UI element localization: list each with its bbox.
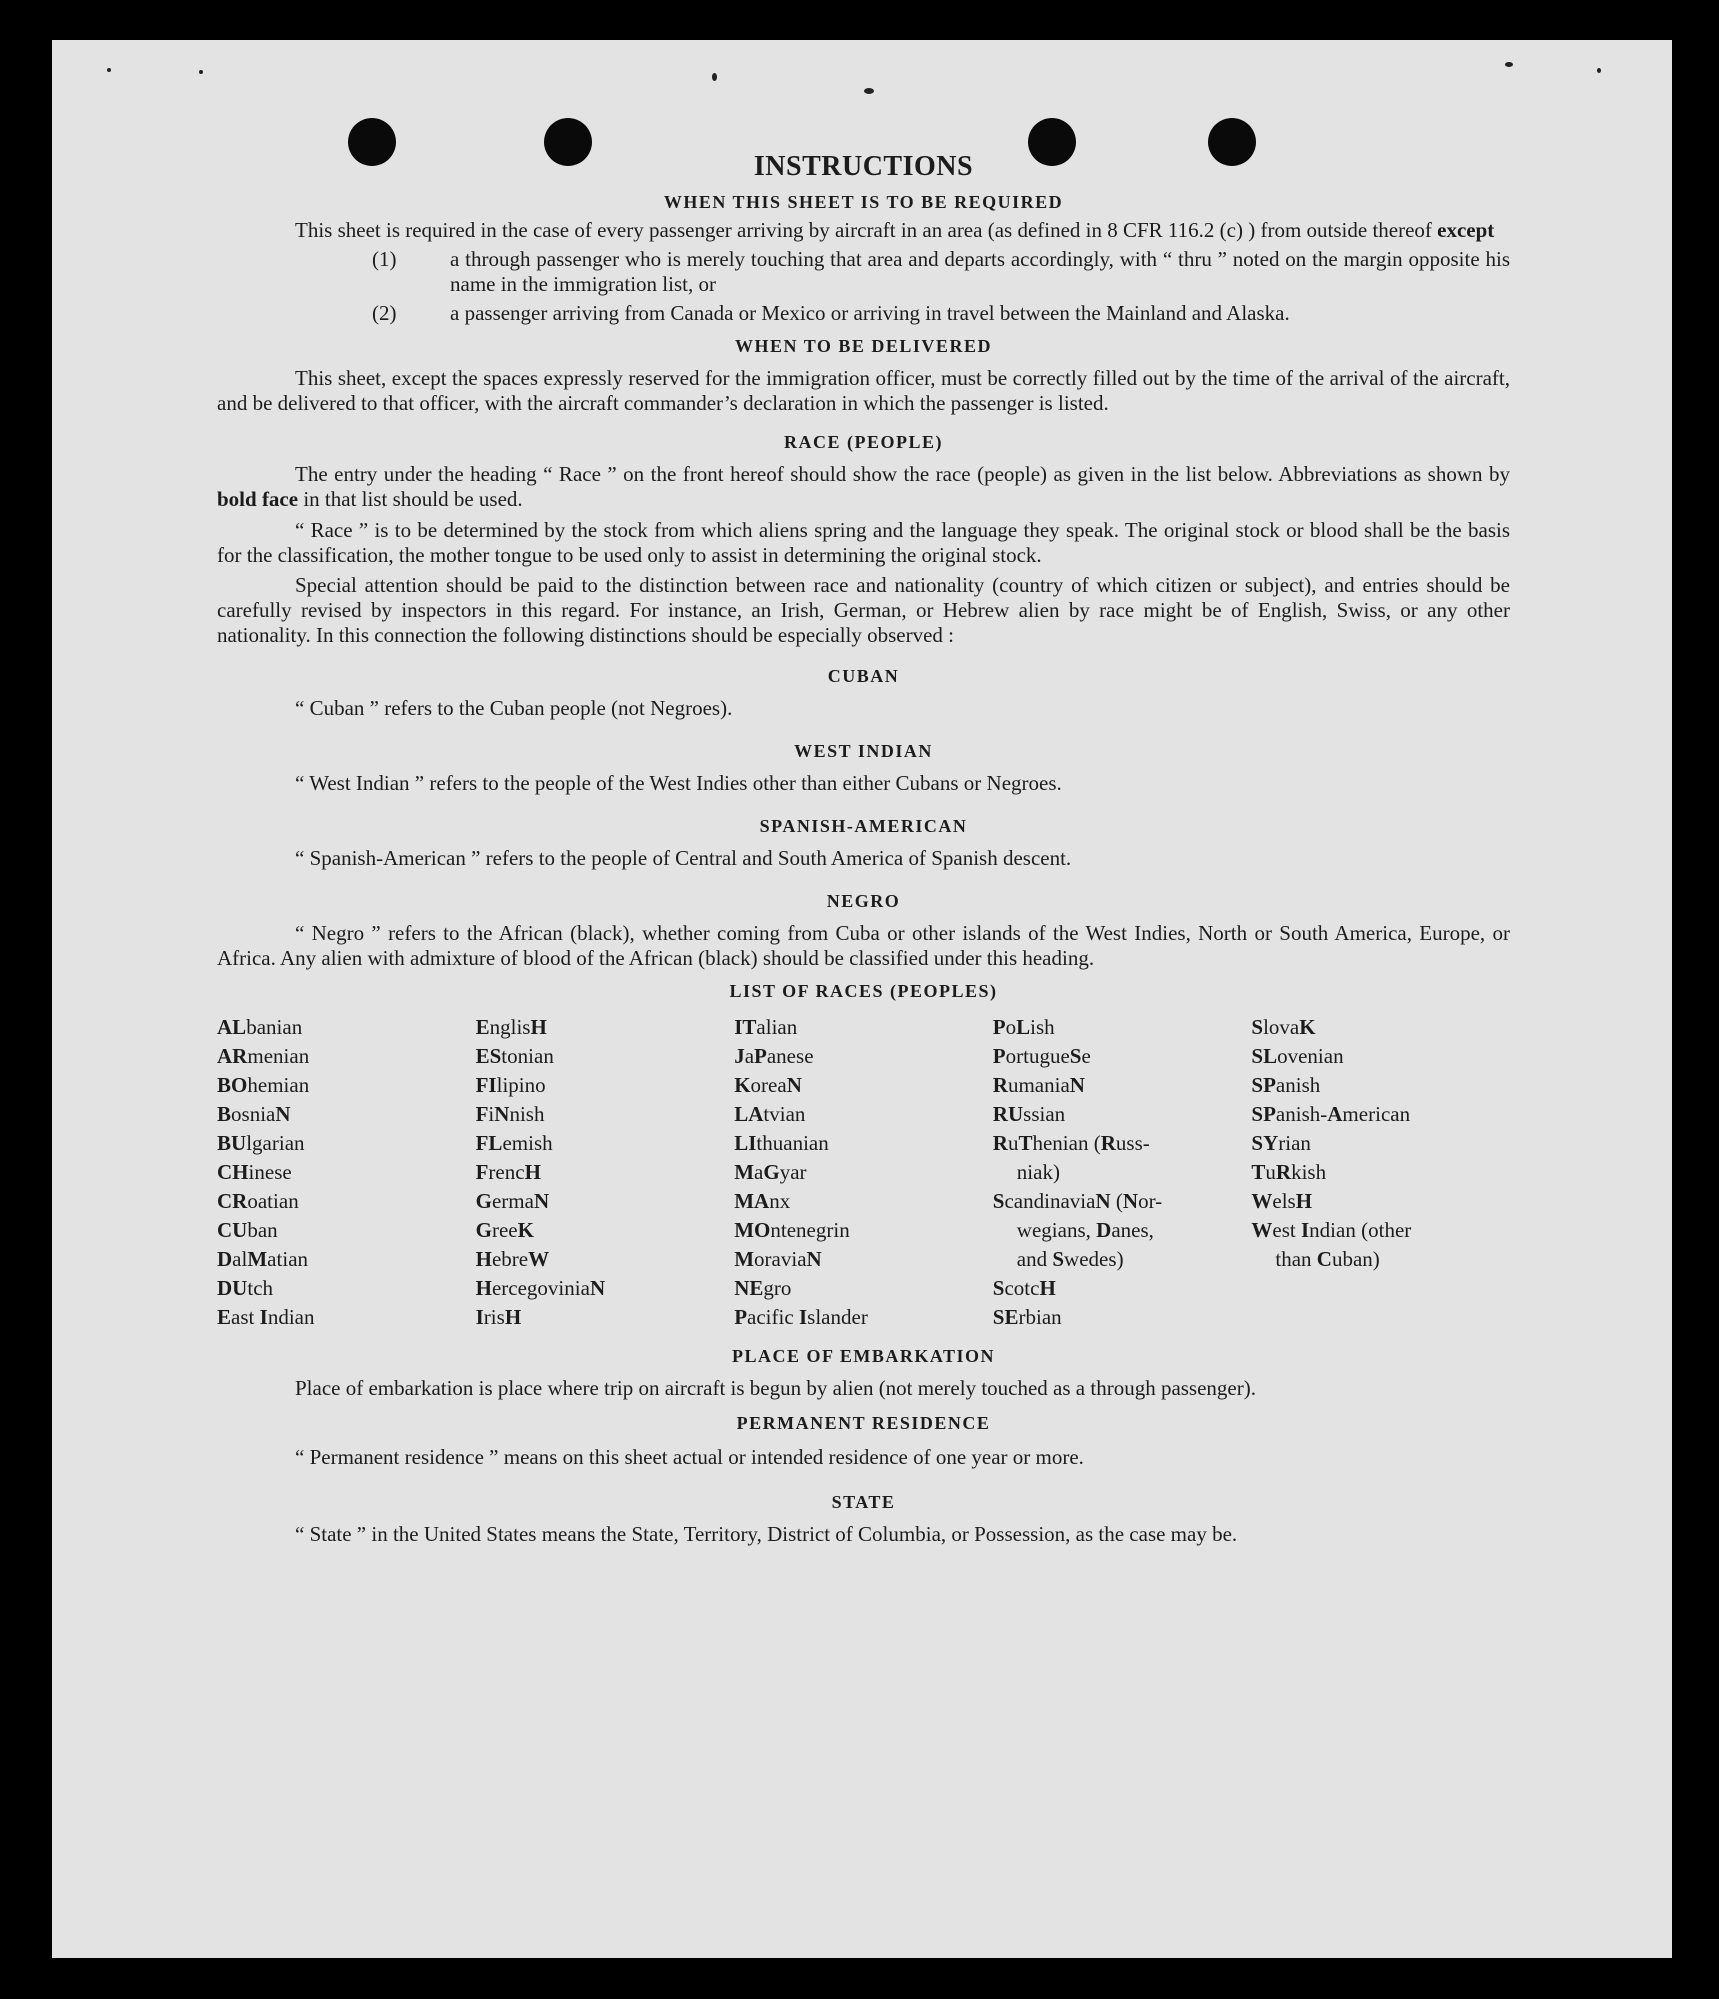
race-entry: FLemish bbox=[475, 1131, 553, 1155]
race-entry: West Indian (other bbox=[1251, 1218, 1412, 1242]
section-heading-state: STATE bbox=[831, 1492, 896, 1512]
races-column bbox=[734, 1013, 993, 1332]
race-entry: DalMatian bbox=[217, 1247, 309, 1271]
race-entry: BosniaN bbox=[217, 1102, 291, 1126]
exception-item: (2) a passenger arriving from Canada or Mexico or arriving in travel between the Mainland and Alaska. bbox=[372, 301, 1290, 325]
race-entry: SPanish bbox=[1251, 1073, 1321, 1097]
races-column bbox=[217, 1013, 476, 1332]
race-entry: and Swedes) bbox=[1016, 1247, 1124, 1271]
race-entry: EStonian bbox=[475, 1044, 554, 1068]
race-entry: RumaniaN bbox=[992, 1073, 1085, 1097]
speck bbox=[1505, 62, 1513, 67]
residence-text: “ Permanent residence ” means on this sheet actual or intended residence of one year or more. bbox=[295, 1445, 1084, 1469]
race-entry: BUlgarian bbox=[217, 1131, 305, 1155]
section-heading-when-required: WHEN THIS SHEET IS TO BE REQUIRED bbox=[663, 192, 1064, 212]
cuban-text: “ Cuban ” refers to the Cuban people (not Negroes). bbox=[295, 696, 733, 720]
when-required-intro: This sheet is required in the case of every passenger arriving by aircraft in an area (as defined in 8 CFR 116.2 (c) ) from outside thereof except bbox=[295, 218, 1495, 242]
page-title: INSTRUCTIONS bbox=[753, 151, 974, 182]
section-heading-west-indian: WEST INDIAN bbox=[794, 741, 933, 761]
race-entry: RUssian bbox=[992, 1102, 1066, 1126]
exception-item: (1) a through passenger who is merely touching that area and departs accordingly, with “ thru ” noted on the margin opposite his name in the immigration list, or bbox=[372, 247, 1510, 296]
instructions-content bbox=[217, 150, 1510, 1547]
races-column bbox=[1251, 1013, 1510, 1332]
race-entry: ITalian bbox=[734, 1015, 798, 1039]
section-heading-embarkation: PLACE OF EMBARKATION bbox=[731, 1346, 995, 1366]
west-indian-text: “ West Indian ” refers to the people of the West Indies other than either Cubans or Negroes. bbox=[295, 771, 1062, 795]
race-entry: GreeK bbox=[475, 1218, 534, 1242]
race-entry: RuThenian (Russ- bbox=[992, 1131, 1150, 1155]
race-entry: SlovaK bbox=[1251, 1015, 1316, 1039]
races-column bbox=[476, 1013, 735, 1332]
spanish-american-text: “ Spanish-American ” refers to the people of Central and South America of Spanish descent. bbox=[295, 846, 1072, 870]
race-entry: East Indian bbox=[217, 1305, 315, 1329]
race-entry: SYrian bbox=[1251, 1131, 1311, 1155]
speck bbox=[199, 70, 203, 74]
race-entry: PoLish bbox=[992, 1015, 1055, 1039]
section-heading-cuban: CUBAN bbox=[827, 666, 900, 686]
race-entry: MoraviaN bbox=[734, 1247, 822, 1271]
race-entry: Pacific Islander bbox=[734, 1305, 868, 1329]
state-text: “ State ” in the United States means the State, Territory, District of Columbia, or Possession, as the case may be. bbox=[295, 1522, 1238, 1546]
race-entry: GermaN bbox=[475, 1189, 550, 1213]
section-heading-list-of-races: LIST OF RACES (PEOPLES) bbox=[729, 981, 998, 1001]
race-entry: LIthuanian bbox=[734, 1131, 829, 1155]
race-entry: PortugueSe bbox=[992, 1044, 1091, 1068]
when-delivered-text: This sheet, except the spaces expressly reserved for the immigration officer, must be correctly filled out by the time of the arrival of the aircraft, and be delivered to that officer, with the aircraft commander’s declaration in which the passenger is listed. bbox=[217, 366, 1510, 415]
race-entry: niak) bbox=[1016, 1160, 1060, 1184]
race-entry: BOhemian bbox=[217, 1073, 310, 1097]
negro-text: “ Negro ” refers to the African (black), whether coming from Cuba or other islands of the West Indies, North or South America, Europe, or Africa. Any alien with admixture of blood of the African (black) should be classified under this heading. bbox=[217, 921, 1510, 970]
race-entry: DUtch bbox=[217, 1276, 274, 1300]
speck bbox=[864, 88, 874, 94]
race-entry: ARmenian bbox=[217, 1044, 310, 1068]
section-heading-negro: NEGRO bbox=[826, 891, 901, 911]
race-entry: than Cuban) bbox=[1275, 1247, 1380, 1271]
race-entry: IrisH bbox=[475, 1305, 522, 1329]
race-entry: wegians, Danes, bbox=[1016, 1218, 1154, 1242]
section-heading-race: RACE (PEOPLE) bbox=[784, 432, 943, 452]
race-entry: CRoatian bbox=[217, 1189, 299, 1213]
races-column bbox=[993, 1013, 1252, 1332]
race-entry: JaPanese bbox=[734, 1044, 814, 1068]
race-entry: KoreaN bbox=[734, 1073, 802, 1097]
race-entry: LAtvian bbox=[734, 1102, 806, 1126]
section-heading-residence: PERMANENT RESIDENCE bbox=[736, 1413, 991, 1433]
speck bbox=[712, 73, 717, 81]
race-entry: CHinese bbox=[217, 1160, 292, 1184]
race-entry: CUban bbox=[217, 1218, 278, 1242]
speck bbox=[1597, 68, 1601, 73]
race-entry: ScotcH bbox=[992, 1276, 1056, 1300]
race-entry: ALbanian bbox=[217, 1015, 303, 1039]
race-entry: NEgro bbox=[734, 1276, 792, 1300]
race-entry: HercegoviniaN bbox=[475, 1276, 606, 1300]
speck bbox=[107, 68, 111, 72]
section-heading-spanish-american: SPANISH-AMERICAN bbox=[759, 816, 968, 836]
races-list bbox=[217, 1013, 1510, 1332]
embarkation-text: Place of embarkation is place where trip on aircraft is begun by alien (not merely touched as a through passenger). bbox=[295, 1376, 1256, 1400]
race-entry: MAnx bbox=[734, 1189, 791, 1213]
race-paragraph-1: The entry under the heading “ Race ” on the front hereof should show the race (people) as given in the list below. Abbreviations as shown by bold face in that list should be used. bbox=[217, 462, 1510, 511]
race-entry: FrencH bbox=[475, 1160, 541, 1184]
race-entry: SPanish-American bbox=[1251, 1102, 1411, 1126]
race-entry: WelsH bbox=[1251, 1189, 1313, 1213]
race-entry: MOntenegrin bbox=[734, 1218, 850, 1242]
race-entry: SLovenian bbox=[1251, 1044, 1344, 1068]
race-entry: EnglisH bbox=[475, 1015, 547, 1039]
race-entry: TuRkish bbox=[1251, 1160, 1327, 1184]
race-entry: FiNnish bbox=[475, 1102, 545, 1126]
race-entry: MaGyar bbox=[734, 1160, 807, 1184]
race-entry: ScandinaviaN (Nor- bbox=[992, 1189, 1163, 1213]
section-heading-when-delivered: WHEN TO BE DELIVERED bbox=[735, 336, 992, 356]
race-entry: HebreW bbox=[475, 1247, 550, 1271]
race-paragraph-3: Special attention should be paid to the distinction between race and nationality (country of which citizen or subject), and entries should be carefully revised by inspectors in this regard. For instance, an Irish, German, or Hebrew alien by race might be of English, Swiss, or any other nationality. In this connection the following distinctions should be especially observed : bbox=[217, 573, 1510, 647]
race-paragraph-2: “ Race ” is to be determined by the stock from which aliens spring and the language they speak. The original stock or blood shall be the basis for the classification, the mother tongue to be used only to assist in determining the original stock. bbox=[217, 518, 1510, 567]
race-entry: SErbian bbox=[992, 1305, 1062, 1329]
race-entry: FIlipino bbox=[475, 1073, 546, 1097]
